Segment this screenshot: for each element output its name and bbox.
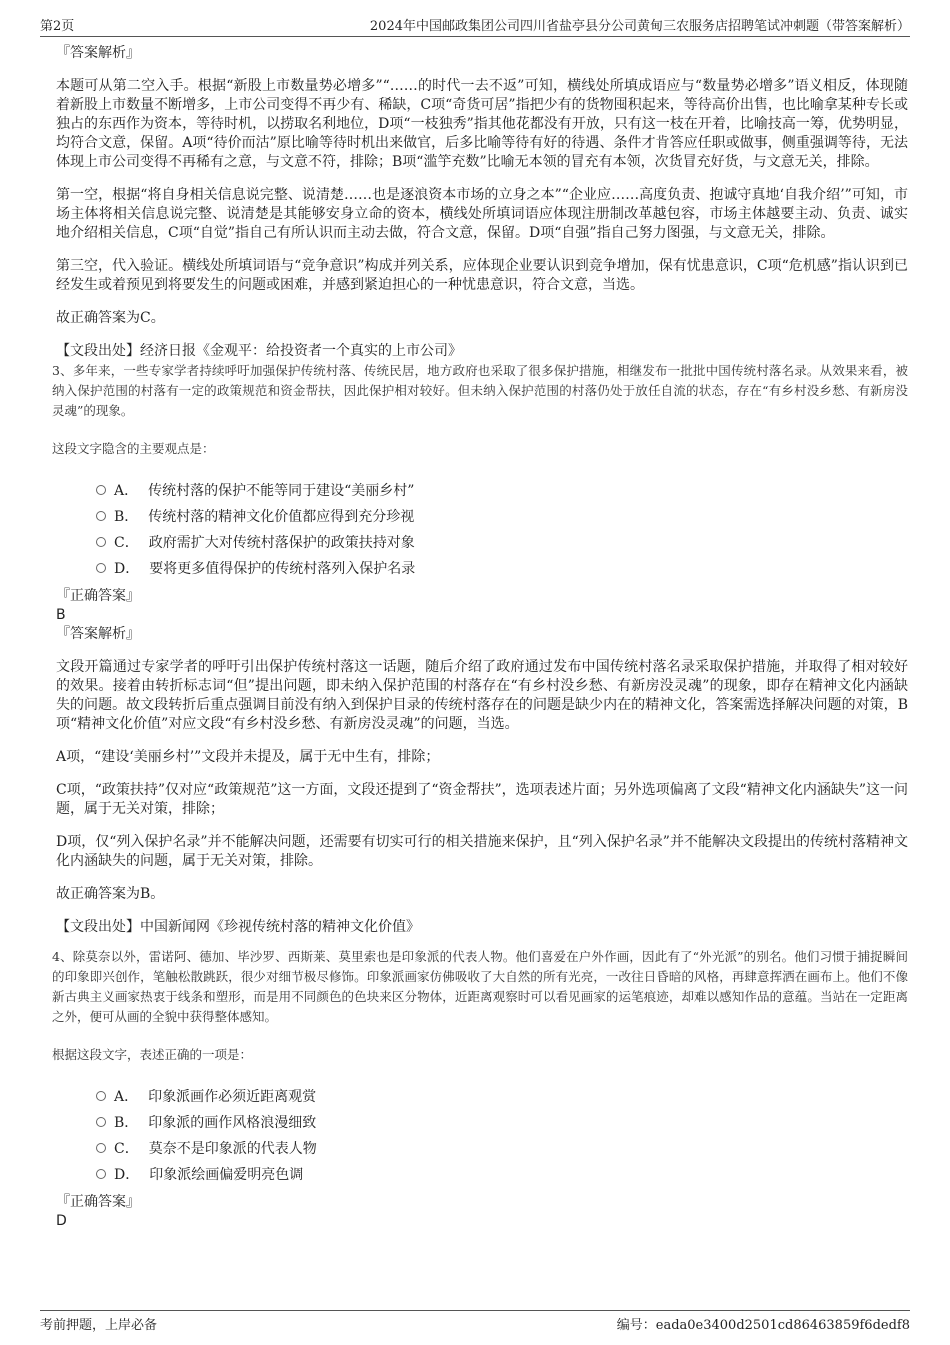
q3-analysis-p4: D项，仅“列入保护名录”并不能解决问题，还需要有切实可行的相关措施来保护，且“列入保护名录”并不能解决文段提出的传统村落精神文化内涵缺失的问题，属于无关对策，排除。 <box>56 834 908 869</box>
document-id: 编号：eada0e3400d2501cd86463859f6dedf8 <box>616 1318 910 1333</box>
correct-answer-label: 『正确答案』 <box>56 1194 140 1210</box>
radio-button-icon[interactable] <box>96 511 106 521</box>
analysis-label: 『答案解析』 <box>56 45 140 61</box>
q4-option-a[interactable]: A． 印象派画作必须近距离观赏 <box>96 1083 908 1109</box>
correct-answer-label: 『正确答案』 <box>56 588 140 604</box>
radio-button-icon[interactable] <box>96 1091 106 1101</box>
q3-option-d[interactable]: D． 要将更多值得保护的传统村落列入保护名录 <box>96 555 908 581</box>
q3-option-a[interactable]: A． 传统村落的保护不能等同于建设“美丽乡村” <box>96 477 908 503</box>
q3-option-c[interactable]: C． 政府需扩大对传统村落保护的政策扶持对象 <box>96 529 908 555</box>
q3-source: 【文段出处】中国新闻网《珍视传统村落的精神文化价值》 <box>56 919 420 935</box>
footer-slogan: 考前押题，上岸必备 <box>40 1318 158 1333</box>
q3-analysis-p2: A项，“建设‘美丽乡村’”文段并未提及，属于无中生有，排除； <box>56 749 440 765</box>
document-body <box>52 44 908 1231</box>
radio-button-icon[interactable] <box>96 1169 106 1179</box>
q3-answer: B <box>56 607 66 623</box>
q3-option-b[interactable]: B． 传统村落的精神文化价值都应得到充分珍视 <box>96 503 908 529</box>
q3-stem: 3、多年来，一些专家学者持续呼吁加强保护传统村落、传统民居，地方政府也采取了很多保护措施，相继发布一批批中国传统村落名录。从效果来看，被纳入保护范围的村落有一定的政策规范和资金帮扶，因此保护相对较好。但未纳入保护范围的村落仍处于放任自流的状态，存在“有乡村没乡愁、有新房没灵魂”的现象。 <box>52 363 908 418</box>
q3-prompt: 这段文字隐含的主要观点是： <box>52 441 215 456</box>
q3-analysis-p3: C项，“政策扶持”仅对应“政策规范”这一方面，文段还提到了“资金帮扶”，选项表述片面；另外选项偏离了文段“精神文化内涵缺失”这一问题，属于无关对策，排除； <box>56 782 908 817</box>
q3-options <box>96 477 908 581</box>
q2-conclusion: 故正确答案为C。 <box>56 310 165 326</box>
q2-analysis-p1: 本题可从第二空入手。根据“新股上市数量势必增多”“……的时代一去不返”可知，横线处所填成语应与“数量势必增多”语义相反，体现随着新股上市数量不断增多，上市公司变得不再少有、稀缺，C项“奇货可居”指把少有的货物囤积起来，等待高价出售，也比喻拿某种专长或独占的东西作为资本，等待时机，以捞取名利地位，D项“一枝独秀”指其他花都没有开放，只有这一枝在开着，比喻技高一筹，优势明显，均符合文意，保留。A项“待价而沽”原比喻等待时机出来做官，后多比喻等待有好的待遇、条件才肯答应任职或做事，侧重强调等待，无法体现上市公司变得不再稀有之意，与文意不符，排除；B项“滥竽充数”比喻无本领的冒充有本领，次货冒充好货，与文意无关，排除。 <box>56 78 908 170</box>
q4-option-b[interactable]: B． 印象派的画作风格浪漫细致 <box>96 1109 908 1135</box>
radio-button-icon[interactable] <box>96 485 106 495</box>
analysis-label: 『答案解析』 <box>56 626 140 642</box>
radio-button-icon[interactable] <box>96 1143 106 1153</box>
q3-conclusion: 故正确答案为B。 <box>56 886 165 902</box>
q4-option-d[interactable]: D． 印象派绘画偏爱明亮色调 <box>96 1161 908 1187</box>
radio-button-icon[interactable] <box>96 537 106 547</box>
q4-option-c[interactable]: C． 莫奈不是印象派的代表人物 <box>96 1135 908 1161</box>
q2-analysis-p2: 第一空，根据“将自身相关信息说完整、说清楚……也是逐浪资本市场的立身之本”“企业应……高度负责、抱诚守真地‘自我介绍’”可知，市场主体将相关信息说完整、说清楚是其能够安身立命的资本，横线处所填词语应体现注册制改革越包容，市场主体越要主动、负责、诚实地介绍相关信息，C项“自觉”指自己有所认识而主动去做，符合文意，保留。D项“自强”指自己努力图强，与文意无关，排除。 <box>56 187 908 241</box>
page-header <box>40 12 910 37</box>
document-title: 2024年中国邮政集团公司四川省盐亭县分公司黄甸三农服务店招聘笔试冲刺题（带答案解析） <box>369 19 910 34</box>
page-footer <box>40 1310 910 1336</box>
radio-button-icon[interactable] <box>96 1117 106 1127</box>
q4-stem: 4、除莫奈以外，雷诺阿、德加、毕沙罗、西斯莱、莫里索也是印象派的代表人物。他们喜爱在户外作画，因此有了“外光派”的别名。他们习惯于捕捉瞬间的印象即兴创作，笔触松散跳跃，很少对细节极尽修饰。印象派画家仿佛吸收了大自然的所有光亮，一改往日昏暗的风格，再肆意挥洒在画布上。他们不像新古典主义画家热衷于线条和塑形，而是用不同颜色的色块来区分物体，近距离观察时可以看见画家的运笔痕迹，却难以感知作品的意蕴。当站在一定距离之外，便可从画的全貌中获得整体感知。 <box>52 949 908 1024</box>
q4-options <box>96 1083 908 1187</box>
radio-button-icon[interactable] <box>96 563 106 573</box>
page-number: 第2页 <box>40 19 75 34</box>
q4-answer: D <box>56 1213 67 1229</box>
q3-analysis-p1: 文段开篇通过专家学者的呼吁引出保护传统村落这一话题，随后介绍了政府通过发布中国传统村落名录采取保护措施，并取得了相对较好的效果。接着由转折标志词“但”提出问题，即未纳入保护范围的村落存在“有乡村没乡愁、有新房没灵魂”的现象，即存在精神文化内涵缺失的问题。故文段转折后重点强调目前没有纳入到保护目录的传统村落存在的问题是缺少内在的精神文化，答案需选择解决问题的对策，B项“精神文化价值”对应文段“有乡村没乡愁、有新房没灵魂”的问题，当选。 <box>56 659 908 732</box>
q2-analysis-p3: 第三空，代入验证。横线处所填词语与“竞争意识”构成并列关系，应体现企业要认识到竞争增加，保有忧患意识，C项“危机感”指认识到已经发生或着预见到将要发生的问题或困难，并感到紧迫担心的一种忧患意识，符合文意，当选。 <box>56 258 908 293</box>
q4-prompt: 根据这段文字，表述正确的一项是： <box>52 1047 253 1062</box>
q2-source: 【文段出处】经济日报《金观平：给投资者一个真实的上市公司》 <box>56 343 462 359</box>
